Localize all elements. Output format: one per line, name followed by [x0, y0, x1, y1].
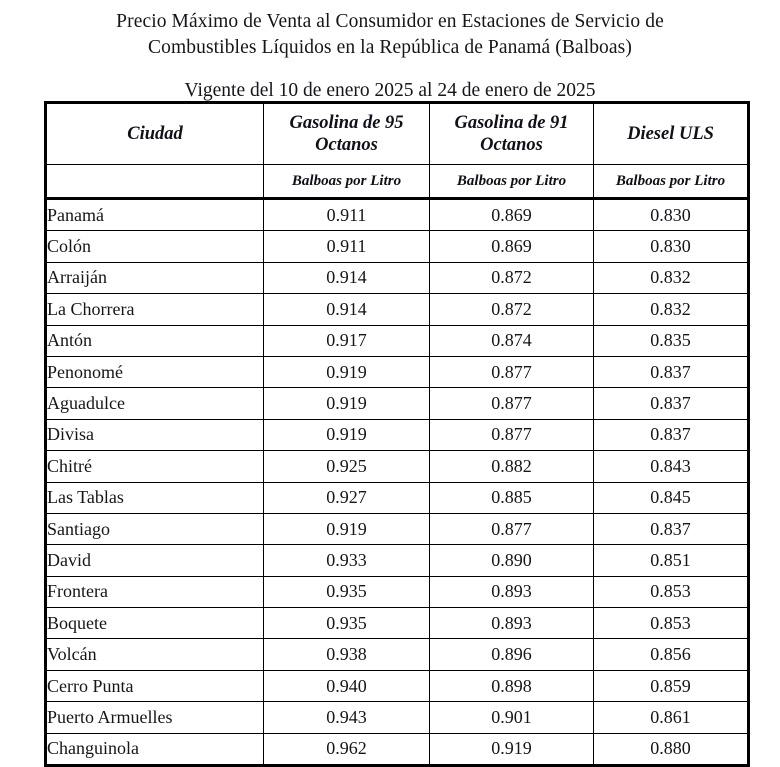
cell-diesel: 0.853: [594, 576, 749, 607]
table-header-row-units: [46, 165, 749, 199]
cell-city: Las Tablas: [46, 482, 264, 513]
cell-gas95: 0.919: [264, 356, 430, 387]
cell-city: Arraiján: [46, 262, 264, 293]
document-title-line-1: Precio Máximo de Venta al Consumidor en Estaciones de Servicio de: [116, 11, 664, 32]
table-row: [46, 294, 749, 325]
cell-city: Divisa: [46, 419, 264, 450]
table-header: [46, 103, 749, 199]
column-unit-gas91: Balboas por Litro: [430, 165, 594, 199]
document-title-block: [0, 0, 780, 104]
table-row: [46, 451, 749, 482]
cell-gas91: 0.877: [430, 513, 594, 544]
cell-diesel: 0.832: [594, 262, 749, 293]
cell-gas91: 0.898: [430, 670, 594, 701]
column-unit-diesel: Balboas por Litro: [594, 165, 749, 199]
cell-gas91: 0.885: [430, 482, 594, 513]
table-row: [46, 356, 749, 387]
cell-diesel: 0.837: [594, 419, 749, 450]
cell-gas95: 0.935: [264, 608, 430, 639]
cell-gas91: 0.919: [430, 733, 594, 765]
document-validity-period: Vigente del 10 de enero 2025 al 24 de enero de 2025: [184, 80, 596, 101]
cell-city: Chitré: [46, 451, 264, 482]
cell-city: Volcán: [46, 639, 264, 670]
table-row: [46, 325, 749, 356]
column-header-diesel: Diesel ULS: [594, 103, 749, 165]
cell-gas95: 0.919: [264, 388, 430, 419]
cell-gas91: 0.874: [430, 325, 594, 356]
cell-gas95: 0.962: [264, 733, 430, 765]
cell-city: Puerto Armuelles: [46, 702, 264, 733]
table-row: [46, 702, 749, 733]
cell-gas91: 0.893: [430, 608, 594, 639]
cell-gas91: 0.872: [430, 262, 594, 293]
cell-diesel: 0.851: [594, 545, 749, 576]
cell-gas95: 0.933: [264, 545, 430, 576]
cell-diesel: 0.830: [594, 231, 749, 262]
cell-gas91: 0.882: [430, 451, 594, 482]
cell-gas91: 0.901: [430, 702, 594, 733]
cell-city: Boquete: [46, 608, 264, 639]
cell-gas91: 0.893: [430, 576, 594, 607]
cell-gas91: 0.872: [430, 294, 594, 325]
cell-gas91: 0.869: [430, 199, 594, 231]
table-row: [46, 262, 749, 293]
cell-gas95: 0.919: [264, 419, 430, 450]
cell-gas95: 0.917: [264, 325, 430, 356]
cell-city: Panamá: [46, 199, 264, 231]
cell-diesel: 0.845: [594, 482, 749, 513]
table-row: [46, 576, 749, 607]
table-row: [46, 733, 749, 765]
cell-gas91: 0.877: [430, 419, 594, 450]
table-row: [46, 199, 749, 231]
cell-city: Penonomé: [46, 356, 264, 387]
table-body: [46, 199, 749, 766]
table-row: [46, 545, 749, 576]
column-header-city: Ciudad: [46, 103, 264, 165]
cell-gas95: 0.911: [264, 199, 430, 231]
cell-city: Santiago: [46, 513, 264, 544]
price-table-container: [44, 101, 750, 767]
cell-diesel: 0.880: [594, 733, 749, 765]
table-row: [46, 670, 749, 701]
cell-city: David: [46, 545, 264, 576]
table-row: [46, 513, 749, 544]
cell-city: Changuinola: [46, 733, 264, 765]
cell-diesel: 0.830: [594, 199, 749, 231]
column-header-gas91: Gasolina de 91 Octanos: [430, 103, 594, 165]
cell-diesel: 0.856: [594, 639, 749, 670]
cell-diesel: 0.853: [594, 608, 749, 639]
column-header-gas95: Gasolina de 95 Octanos: [264, 103, 430, 165]
cell-diesel: 0.835: [594, 325, 749, 356]
fuel-price-table: [44, 101, 750, 767]
cell-gas95: 0.919: [264, 513, 430, 544]
table-row: [46, 419, 749, 450]
cell-gas91: 0.877: [430, 356, 594, 387]
table-row: [46, 231, 749, 262]
cell-city: La Chorrera: [46, 294, 264, 325]
cell-diesel: 0.859: [594, 670, 749, 701]
cell-diesel: 0.837: [594, 388, 749, 419]
cell-diesel: 0.843: [594, 451, 749, 482]
cell-gas95: 0.911: [264, 231, 430, 262]
cell-city: Frontera: [46, 576, 264, 607]
table-row: [46, 639, 749, 670]
cell-gas91: 0.877: [430, 388, 594, 419]
cell-diesel: 0.837: [594, 513, 749, 544]
cell-city: Antón: [46, 325, 264, 356]
table-row: [46, 482, 749, 513]
table-header-row-main: [46, 103, 749, 165]
cell-diesel: 0.837: [594, 356, 749, 387]
cell-gas95: 0.940: [264, 670, 430, 701]
document-title-line-2: Combustibles Líquidos en la República de Panamá (Balboas): [148, 37, 632, 58]
cell-gas91: 0.890: [430, 545, 594, 576]
cell-city: Colón: [46, 231, 264, 262]
cell-city: Aguadulce: [46, 388, 264, 419]
cell-diesel: 0.861: [594, 702, 749, 733]
cell-gas95: 0.925: [264, 451, 430, 482]
table-row: [46, 388, 749, 419]
cell-gas95: 0.914: [264, 294, 430, 325]
cell-gas95: 0.927: [264, 482, 430, 513]
cell-gas95: 0.914: [264, 262, 430, 293]
cell-gas95: 0.943: [264, 702, 430, 733]
cell-gas91: 0.869: [430, 231, 594, 262]
table-row: [46, 608, 749, 639]
column-unit-city: [46, 165, 264, 199]
cell-gas95: 0.938: [264, 639, 430, 670]
cell-gas95: 0.935: [264, 576, 430, 607]
cell-diesel: 0.832: [594, 294, 749, 325]
cell-gas91: 0.896: [430, 639, 594, 670]
cell-city: Cerro Punta: [46, 670, 264, 701]
column-unit-gas95: Balboas por Litro: [264, 165, 430, 199]
